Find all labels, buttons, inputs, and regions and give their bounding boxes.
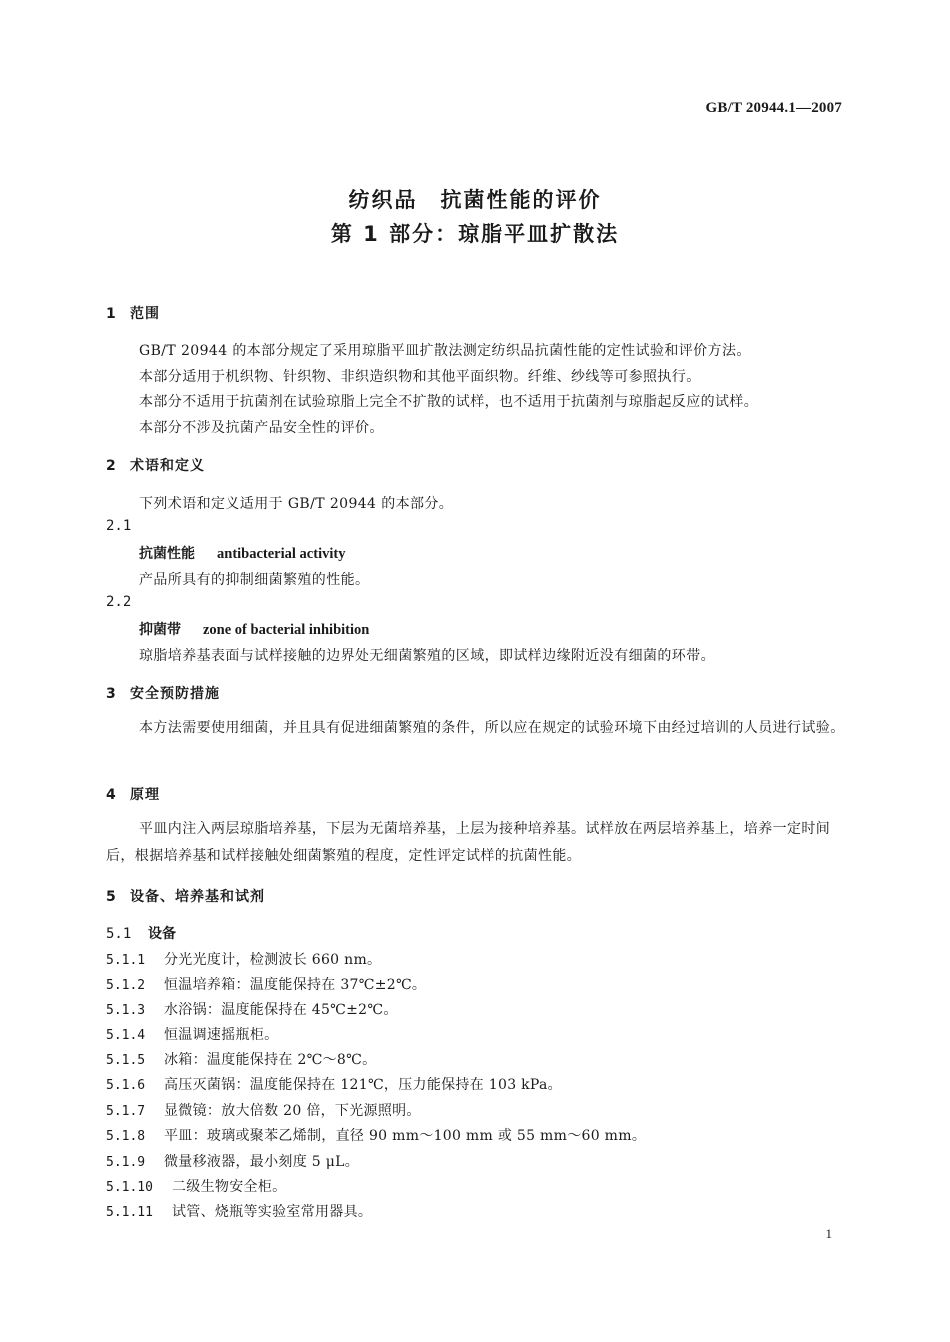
item-text: 恒温调速摇瓶柜。 bbox=[164, 1027, 279, 1043]
list-item bbox=[106, 1201, 372, 1221]
section-title: 设备、培养基和试剂 bbox=[130, 889, 265, 905]
item-text: 恒温培养箱：温度能保持在 37℃±2℃。 bbox=[164, 977, 427, 993]
paragraph: 本方法需要使用细菌，并且具有促进细菌繁殖的条件，所以应在规定的试验环境下由经过培训的人员进行试验。 bbox=[139, 720, 845, 736]
item-text: 试管、烧瓶等实验室常用器具。 bbox=[172, 1204, 373, 1220]
item-text: 分光光度计，检测波长 660 nm。 bbox=[164, 952, 382, 968]
paragraph: 本部分适用于机织物、针织物、非织造织物和其他平面织物。纤维、纱线等可参照执行。 bbox=[139, 369, 701, 385]
page-number: 1 bbox=[825, 1226, 832, 1241]
section-1-heading bbox=[106, 303, 160, 323]
section-4-heading bbox=[106, 784, 160, 804]
item-text: 冰箱：温度能保持在 2℃～8℃。 bbox=[164, 1052, 377, 1068]
item-text: 微量移液器，最小刻度 5 μL。 bbox=[164, 1154, 360, 1170]
section-5-heading bbox=[106, 886, 265, 906]
standard-code: GB/T 20944.1—2007 bbox=[705, 100, 842, 116]
term-cn: 抑菌带 bbox=[139, 622, 181, 638]
item-text: 高压灭菌锅：温度能保持在 121℃，压力能保持在 103 kPa。 bbox=[164, 1077, 562, 1093]
list-item bbox=[106, 949, 381, 969]
item-text: 显微镜：放大倍数 20 倍，下光源照明。 bbox=[164, 1103, 421, 1119]
item-number: 5.1.1 bbox=[106, 953, 146, 968]
item-number: 5.1.9 bbox=[106, 1155, 146, 1170]
section-title: 范围 bbox=[130, 306, 160, 322]
section-number: 2 bbox=[106, 458, 117, 474]
paragraph: 平皿内注入两层琼脂培养基，下层为无菌培养基，上层为接种培养基。试样放在两层培养基上，培养一定时间后，根据培养基和试样接触处细菌繁殖的程度，定性评定试样的抗菌性能。 bbox=[106, 821, 831, 864]
subsection-title: 设备 bbox=[148, 926, 176, 942]
item-number: 5.1.5 bbox=[106, 1053, 146, 1068]
term-cn: 抗菌性能 bbox=[139, 546, 195, 562]
section-3-heading bbox=[106, 683, 220, 703]
subsection-number: 5.1 bbox=[106, 926, 132, 942]
section-title: 术语和定义 bbox=[130, 458, 205, 474]
section-number: 1 bbox=[106, 306, 117, 322]
paragraph: 本部分不涉及抗菌产品安全性的评价。 bbox=[139, 420, 384, 436]
item-text: 二级生物安全柜。 bbox=[172, 1179, 287, 1195]
term-definition: 产品所具有的抑制细菌繁殖的性能。 bbox=[139, 572, 370, 588]
item-number: 5.1.10 bbox=[106, 1180, 153, 1195]
document-title-line1: 纺织品 抗菌性能的评价 bbox=[348, 188, 602, 212]
item-number: 5.1.6 bbox=[106, 1078, 146, 1093]
list-item bbox=[106, 1125, 646, 1145]
list-item bbox=[106, 1024, 278, 1044]
document-title-line2: 第 1 部分：琼脂平皿扩散法 bbox=[330, 222, 620, 246]
term-en: zone of bacterial inhibition bbox=[203, 622, 370, 638]
list-item bbox=[106, 1049, 376, 1069]
item-text: 水浴锅：温度能保持在 45℃±2℃。 bbox=[164, 1002, 398, 1018]
term-en: antibacterial activity bbox=[217, 546, 346, 562]
subsection-5-1-heading bbox=[106, 923, 176, 943]
clause-number: 2.1 bbox=[106, 518, 132, 534]
list-item bbox=[106, 1074, 562, 1094]
paragraph: 本部分不适用于抗菌剂在试验琼脂上完全不扩散的试样，也不适用于抗菌剂与琼脂起反应的试样。 bbox=[139, 394, 759, 410]
list-item bbox=[106, 1176, 286, 1196]
section-title: 安全预防措施 bbox=[130, 686, 220, 702]
term-definition: 琼脂培养基表面与试样接触的边界处无细菌繁殖的区域，即试样边缘附近没有细菌的环带。 bbox=[139, 648, 715, 664]
item-number: 5.1.8 bbox=[106, 1129, 146, 1144]
item-number: 5.1.4 bbox=[106, 1028, 146, 1043]
item-number: 5.1.11 bbox=[106, 1205, 153, 1220]
section-number: 3 bbox=[106, 686, 117, 702]
section-2-heading bbox=[106, 455, 205, 475]
term-entry bbox=[139, 543, 345, 563]
paragraph: GB/T 20944 的本部分规定了采用琼脂平皿扩散法测定纺织品抗菌性能的定性试验和评价方法。 bbox=[139, 343, 751, 359]
section-number: 5 bbox=[106, 889, 117, 905]
item-number: 5.1.3 bbox=[106, 1003, 146, 1018]
list-item bbox=[106, 974, 426, 994]
paragraph: 下列术语和定义适用于 GB/T 20944 的本部分。 bbox=[139, 496, 454, 512]
section-number: 4 bbox=[106, 787, 117, 803]
item-number: 5.1.2 bbox=[106, 978, 146, 993]
clause-number: 2.2 bbox=[106, 594, 132, 610]
list-item bbox=[106, 999, 398, 1019]
list-item bbox=[106, 1151, 359, 1171]
term-entry bbox=[139, 619, 369, 639]
section-title: 原理 bbox=[130, 787, 160, 803]
item-number: 5.1.7 bbox=[106, 1104, 146, 1119]
list-item bbox=[106, 1100, 421, 1120]
item-text: 平皿：玻璃或聚苯乙烯制，直径 90 mm～100 mm 或 55 mm～60 mm。 bbox=[164, 1128, 647, 1144]
